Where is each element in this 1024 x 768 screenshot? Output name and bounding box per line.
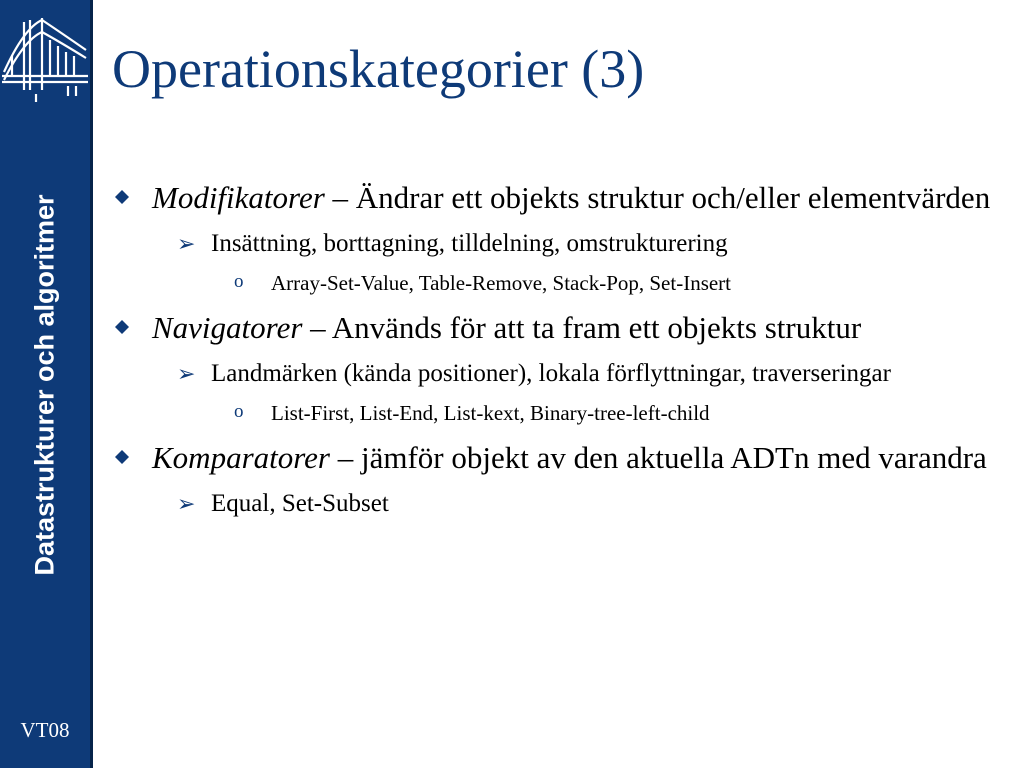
sidebar-course-title: Datastrukturer och algoritmer [29, 194, 60, 576]
slide-content [115, 178, 1010, 528]
bullet-modifikatorer [115, 178, 1010, 218]
bullet-text: – Ändrar ett objekts struktur och/eller elementvärden [324, 180, 991, 215]
sub-bullet-text: Insättning, borttagning, tilldelning, omstrukturering [211, 230, 728, 257]
arrow-bullet-icon: ➢ [177, 231, 196, 256]
circle-bullet-icon: o [234, 271, 244, 292]
bridge-logo-icon [2, 10, 88, 110]
sidebar-term-label: VT08 [20, 718, 70, 742]
sidebar-divider [90, 0, 93, 768]
arrow-bullet-icon: ➢ [177, 491, 196, 516]
sub-bullet [115, 226, 1010, 262]
bullet-term: Modifikatorer [152, 180, 325, 215]
circle-bullet-icon: o [234, 401, 244, 422]
bullet-text: – Används för att ta fram ett objekts struktur [302, 310, 862, 345]
bullet-komparatorer [115, 438, 1010, 478]
sub-bullet-text: Landmärken (kända positioner), lokala förflyttningar, traverseringar [211, 360, 891, 387]
diamond-bullet-icon [115, 450, 129, 464]
sub-bullet [115, 356, 1010, 392]
sub-sub-bullet [115, 398, 1010, 428]
sub-bullet-text: Equal, Set-Subset [211, 490, 389, 517]
bullet-navigatorer [115, 308, 1010, 348]
sidebar [0, 0, 90, 768]
sub-sub-bullet [115, 268, 1010, 298]
bullet-term: Navigatorer [152, 310, 303, 345]
sub-sub-bullet-text: List-First, List-End, List-kext, Binary-tree-left-child [271, 401, 710, 425]
sub-sub-bullet-text: Array-Set-Value, Table-Remove, Stack-Pop, Set-Insert [271, 271, 732, 295]
diamond-bullet-icon [115, 320, 129, 334]
bullet-term: Komparatorer [152, 440, 330, 475]
diamond-bullet-icon [115, 190, 129, 204]
arrow-bullet-icon: ➢ [177, 361, 196, 386]
bullet-text: – jämför objekt av den aktuella ADTn med varandra [329, 440, 987, 475]
slide-title: Operationskategorier (3) [112, 39, 645, 99]
sub-bullet [115, 486, 1010, 522]
